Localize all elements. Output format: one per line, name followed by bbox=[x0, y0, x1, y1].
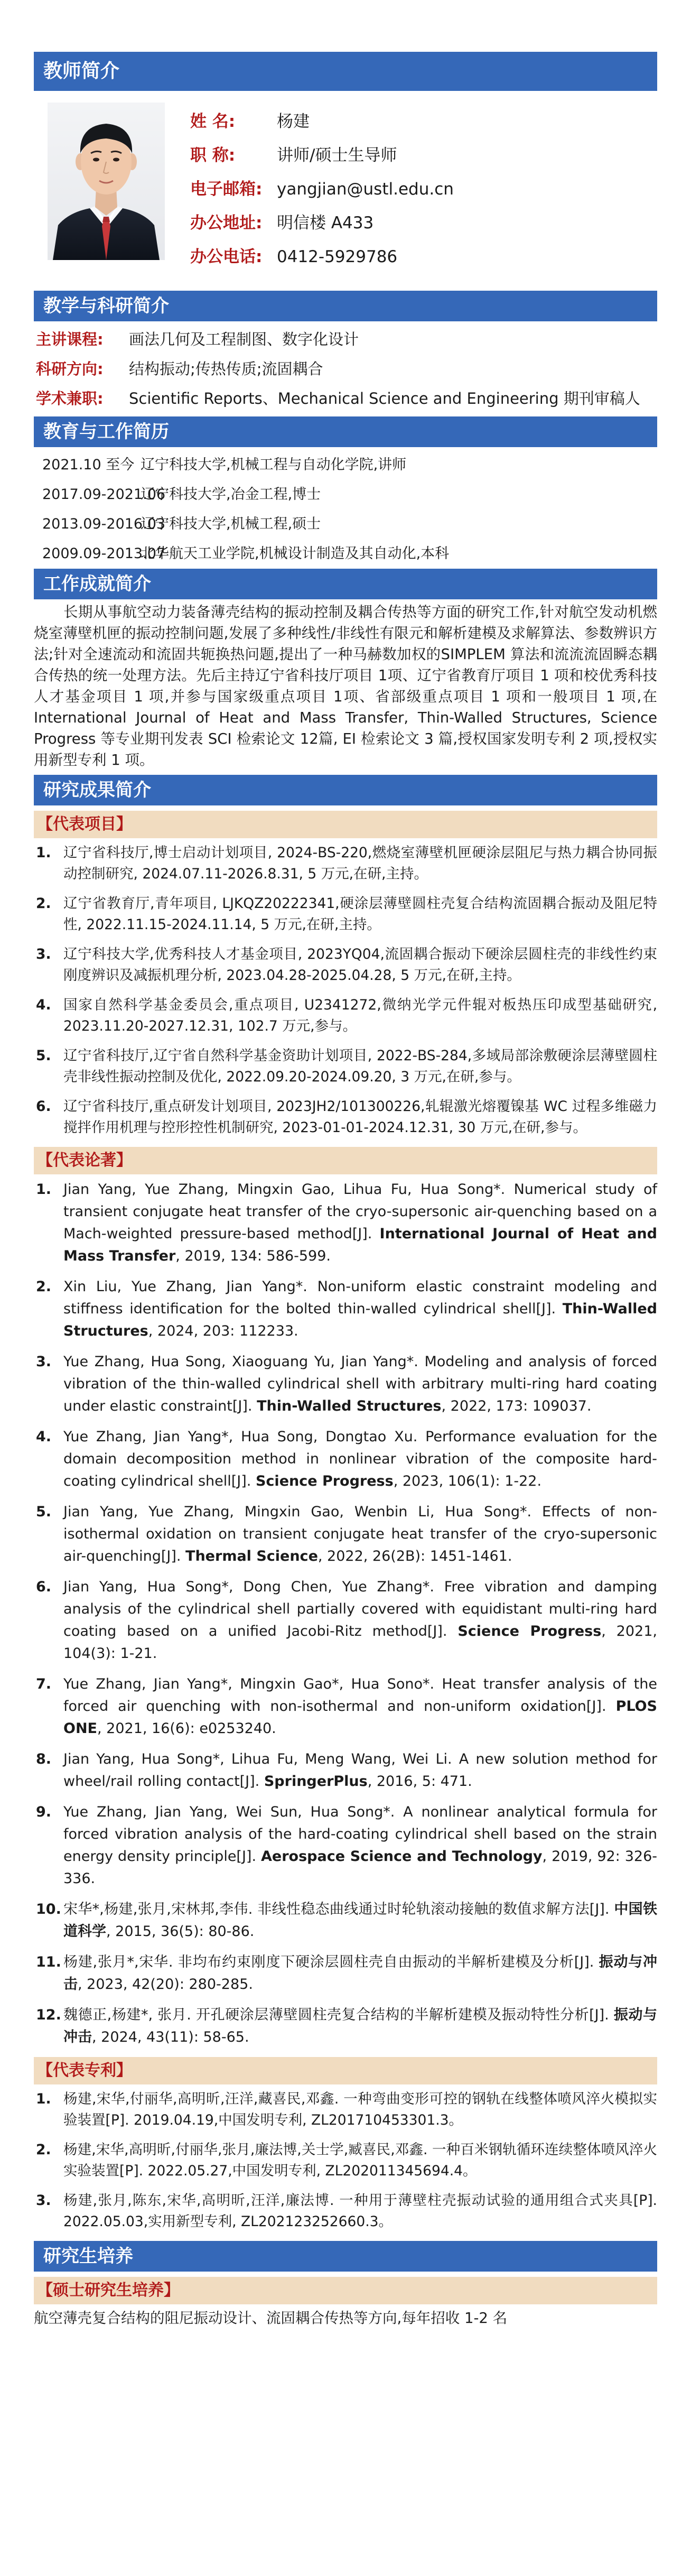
list-item: 9. Yue Zhang, Jian Yang, Wei Sun, Hua Song*. A nonlinear analytical formula for forced vibration analysis of the hard-coating cylindrical shell based on the strain energy density principle[J]. Aerospace Science and Technology, 2019, 92: 326-336. bbox=[36, 1804, 658, 1887]
list-item: 10. 宋华*,杨建,张月,宋林邦,李伟. 非线性稳态曲线通过时轮轨滚动接触的数值求解方法[J]. 中国铁道科学, 2015, 36(5): 80-86. bbox=[36, 1901, 658, 1940]
list-item: 5. Jian Yang, Yue Zhang, Mingxin Gao, Wenbin Li, Hua Song*. Effects of non-isothermal oxidation on transient conjugate heat transfer of the cryo-supersonic air-quenching[J]. Thermal Science, 2022, 26(2B): 1451-1461. bbox=[36, 1504, 657, 1564]
profile-row-office bbox=[190, 207, 373, 239]
list-item: 7. Yue Zhang, Jian Yang*, Mingxin Gao*, Hua Sono*. Heat transfer analysis of the forced air quenching with non-isothermal and non-uniform oxidation[J]. PLOS ONE, 2021, 16(6): e0253240. bbox=[36, 1676, 657, 1737]
teaching-row-research bbox=[34, 354, 657, 384]
teaching-label: 主讲课程: bbox=[36, 330, 104, 348]
education-date: 2013.09-2016.03 bbox=[42, 516, 166, 532]
section-header-profile: 教师简介 bbox=[34, 52, 657, 91]
list-item: 12. 魏德正,杨建*, 张月. 开孔硬涂层薄壁圆柱壳复合结构的半解析建模及振动特性分析[J]. 振动与冲击, 2024, 43(11): 58-65. bbox=[36, 2007, 658, 2045]
section-header-training: 研究生培养 bbox=[34, 2241, 657, 2272]
list-item: 1. 杨建,宋华,付丽华,高明昕,汪洋,藏喜民,邓鑫. 一种弯曲变形可控的钢轨在线整体喷风淬火模拟实验装置[P]. 2019.04.19,中国发明专利, ZL201710453301.3。 bbox=[36, 2091, 657, 2128]
list-item: 11. 杨建,张月*,宋华. 非均布约束刚度下硬涂层圆柱壳自由振动的半解析建模及分析[J]. 振动与冲击, 2023, 42(20): 280-285. bbox=[36, 1954, 657, 1993]
education-desc: 北华航天工业学院,机械设计制造及其自动化,本科 bbox=[141, 545, 450, 562]
profile-value-name: 杨建 bbox=[277, 112, 310, 131]
person-portrait-icon bbox=[48, 103, 165, 260]
list-item: 2. 杨建,宋华,高明昕,付丽华,张月,廉法博,关士学,臧喜民,邓鑫. 一种百米钢轨循环连续整体喷风淬火实验装置[P]. 2022.05.27,中国发明专利, ZL202011345694.4。 bbox=[36, 2142, 657, 2179]
list-item: 1. Jian Yang, Yue Zhang, Mingxin Gao, Lihua Fu, Hua Song*. Numerical study of transient conjugate heat transfer of the cryo-supersonic air-quenching based on a Mach-weighted pressure-based method[J]. International Journal of Heat and Mass Transfer, 2019, 134: 586-599. bbox=[36, 1181, 657, 1264]
patents-list bbox=[34, 2084, 657, 2232]
teaching-value: 画法几何及工程制图、数字化设计 bbox=[129, 330, 359, 348]
education-date: 2009.09-2013.07 bbox=[42, 545, 166, 562]
subsection-papers: 【代表论著】 bbox=[34, 1147, 657, 1174]
profile-row-phone bbox=[190, 241, 397, 273]
teaching-row-courses bbox=[34, 325, 657, 354]
teaching-value: 结构振动;传热传质;流固耦合 bbox=[129, 360, 323, 378]
profile-row-email bbox=[190, 173, 454, 205]
teaching-block bbox=[34, 321, 657, 416]
list-item: 3. 辽宁科技大学,优秀科技人才基金项目, 2023YQ04,流固耦合振动下硬涂层圆柱壳的非线性约束刚度辨识及减振机理分析, 2023.04.28-2025.04.28, 5 万元,在研,主持。 bbox=[36, 946, 657, 984]
education-row bbox=[34, 480, 657, 509]
subsection-master-training: 【硕士研究生培养】 bbox=[34, 2277, 657, 2304]
list-item: 3. Yue Zhang, Hua Song, Xiaoguang Yu, Jian Yang*. Modeling and analysis of forced vibration of the thin-walled cylindrical shell with arbitrary multi-ring hard coating under elastic constraint[J]. Thin-Walled Structures, 2022, 173: 109037. bbox=[36, 1354, 657, 1414]
education-date: 2021.10 至今 bbox=[42, 457, 135, 473]
papers-list bbox=[34, 1174, 657, 2049]
profile-label: 办公地址: bbox=[190, 214, 263, 233]
section-header-teaching: 教学与科研简介 bbox=[34, 291, 657, 321]
list-item: 3. 杨建,张月,陈东,宋华,高明昕,汪洋,廉法博. 一种用于薄壁柱壳振动试验的通用组合式夹具[P]. 2022.05.03,实用新型专利, ZL202123252660.3。 bbox=[36, 2192, 657, 2230]
training-text: 航空薄壳复合结构的阻尼振动设计、流固耦合传热等方向,每年招收 1-2 名 bbox=[34, 2310, 508, 2327]
achievements-text: 长期从事航空动力装备薄壳结构的振动控制及耦合传热等方面的研究工作,针对航空发动机燃烧室薄壁机匣的振动控制问题,发展了多种线性/非线性有限元和解析建模及求解算法、参数辨识方法;针对全速流动和流固共轭换热问题,提出了一种马赫数加权的SIMPLEM 算法和流流流固瞬态耦合传热的统一处理方法。先后主持辽宁省科技厅项目 1项、辽宁省教育厅项目 1 项和校优秀科技人才基金项目 1 项,并参与国家级重点项目 1项、省部级重点项目 1 项和一般项目 1 项,在 International Journal of Heat and Mass Transfer, Thin-Walled Structures, Science Progress 等专业期刊发表 SCI 检索论文 12篇, EI 检索论文 3 篇,授权国家发明专利 2 项,授权实用新型专利 1 项。 bbox=[34, 604, 657, 768]
profile-label: 职 称: bbox=[190, 146, 236, 165]
profile-row-name bbox=[190, 106, 310, 137]
profile-label: 姓 名: bbox=[190, 112, 236, 131]
profile-block bbox=[34, 91, 657, 291]
subsection-patents: 【代表专利】 bbox=[34, 2057, 657, 2084]
education-block bbox=[34, 447, 657, 569]
section-header-achievements: 工作成就简介 bbox=[34, 569, 657, 599]
education-row bbox=[34, 450, 657, 480]
education-desc: 辽宁科技大学,冶金工程,博士 bbox=[141, 486, 321, 503]
list-item: 5. 辽宁省科技厅,辽宁省自然科学基金资助计划项目, 2022-BS-284,多域局部涂敷硬涂层薄壁圆柱壳非线性振动控制及优化, 2022.09.20-2024.09.20, 3 万元,在研,参与。 bbox=[36, 1048, 657, 1085]
list-item: 8. Jian Yang, Hua Song*, Lihua Fu, Meng Wang, Wei Li. A new solution method for wheel/rail rolling contact[J]. SpringerPlus, 2016, 5: 471. bbox=[36, 1751, 657, 1790]
profile-value-title: 讲师/硕士生导师 bbox=[277, 146, 397, 165]
list-item: 2. 辽宁省教育厅,青年项目, LJKQZ20222341,硬涂层薄壁圆柱壳复合结构流固耦合振动及阻尼特性, 2022.11.15-2024.11.14, 5 万元,在研,主持。 bbox=[36, 895, 657, 933]
profile-label: 办公电话: bbox=[190, 247, 263, 266]
education-desc: 辽宁科技大学,机械工程,硕士 bbox=[141, 516, 321, 532]
education-row bbox=[34, 509, 657, 539]
teaching-value: Scientific Reports、Mechanical Science and Engineering 期刊审稿人 bbox=[129, 390, 640, 407]
teacher-photo bbox=[48, 103, 165, 260]
list-item: 4. 国家自然科学基金委员会,重点项目, U2341272,微纳光学元件辊对板热压印成型基础研究, 2023.11.20-2027.12.31, 102.7 万元,参与。 bbox=[36, 997, 657, 1034]
section-header-research: 研究成果简介 bbox=[34, 775, 657, 805]
education-row bbox=[34, 539, 657, 569]
list-item: 4. Yue Zhang, Jian Yang*, Hua Song, Dongtao Xu. Performance evaluation for the domain decomposition method in nonlinear vibration of the composite hard-coating cylindrical shell[J]. Science Progress, 2023, 106(1): 1-22. bbox=[36, 1429, 657, 1489]
list-item: 1. 辽宁省科技厅,博士启动计划项目, 2024-BS-220,燃烧室薄壁机匣硬涂层阻尼与热力耦合协同振动控制研究, 2024.07.11-2026.8.31, 5 万元,在研,主持。 bbox=[36, 845, 657, 882]
teaching-row-academic bbox=[34, 384, 657, 413]
list-item: 6. 辽宁省科技厅,重点研发计划项目, 2023JH2/101300226,轧辊激光熔覆镍基 WC 过程多维磁力搅拌作用机理与控形控性机制研究, 2023-01-01-2024.12.31, 30 万元,在研,参与。 bbox=[36, 1098, 657, 1136]
projects-list bbox=[34, 838, 657, 1138]
profile-value-office: 明信楼 A433 bbox=[277, 214, 374, 233]
teaching-label: 科研方向: bbox=[36, 360, 104, 378]
profile-value-phone: 0412-5929786 bbox=[277, 247, 398, 266]
teaching-label: 学术兼职: bbox=[36, 390, 104, 407]
list-item: 2. Xin Liu, Yue Zhang, Jian Yang*. Non-uniform elastic constraint modeling and stiffness identification for the bolted thin-walled cylindrical shell[J]. Thin-Walled Structures, 2024, 203: 112233. bbox=[36, 1278, 657, 1339]
profile-value-email[interactable]: yangjian@ustl.edu.cn bbox=[277, 180, 454, 199]
education-desc: 辽宁科技大学,机械工程与自动化学院,讲师 bbox=[141, 457, 407, 473]
subsection-projects: 【代表项目】 bbox=[34, 811, 657, 838]
section-header-education: 教育与工作简历 bbox=[34, 416, 657, 447]
profile-row-title bbox=[190, 140, 397, 171]
profile-label: 电子邮箱: bbox=[190, 180, 263, 199]
list-item: 6. Jian Yang, Hua Song*, Dong Chen, Yue Zhang*. Free vibration and damping analysis of the cylindrical shell partially covered with equidistant multi-ring hard coating based on a unified Jacobi-Ritz method[J]. Science Progress, 2021, 104(3): 1-21. bbox=[36, 1579, 657, 1662]
education-date: 2017.09-2021.06 bbox=[42, 486, 166, 503]
